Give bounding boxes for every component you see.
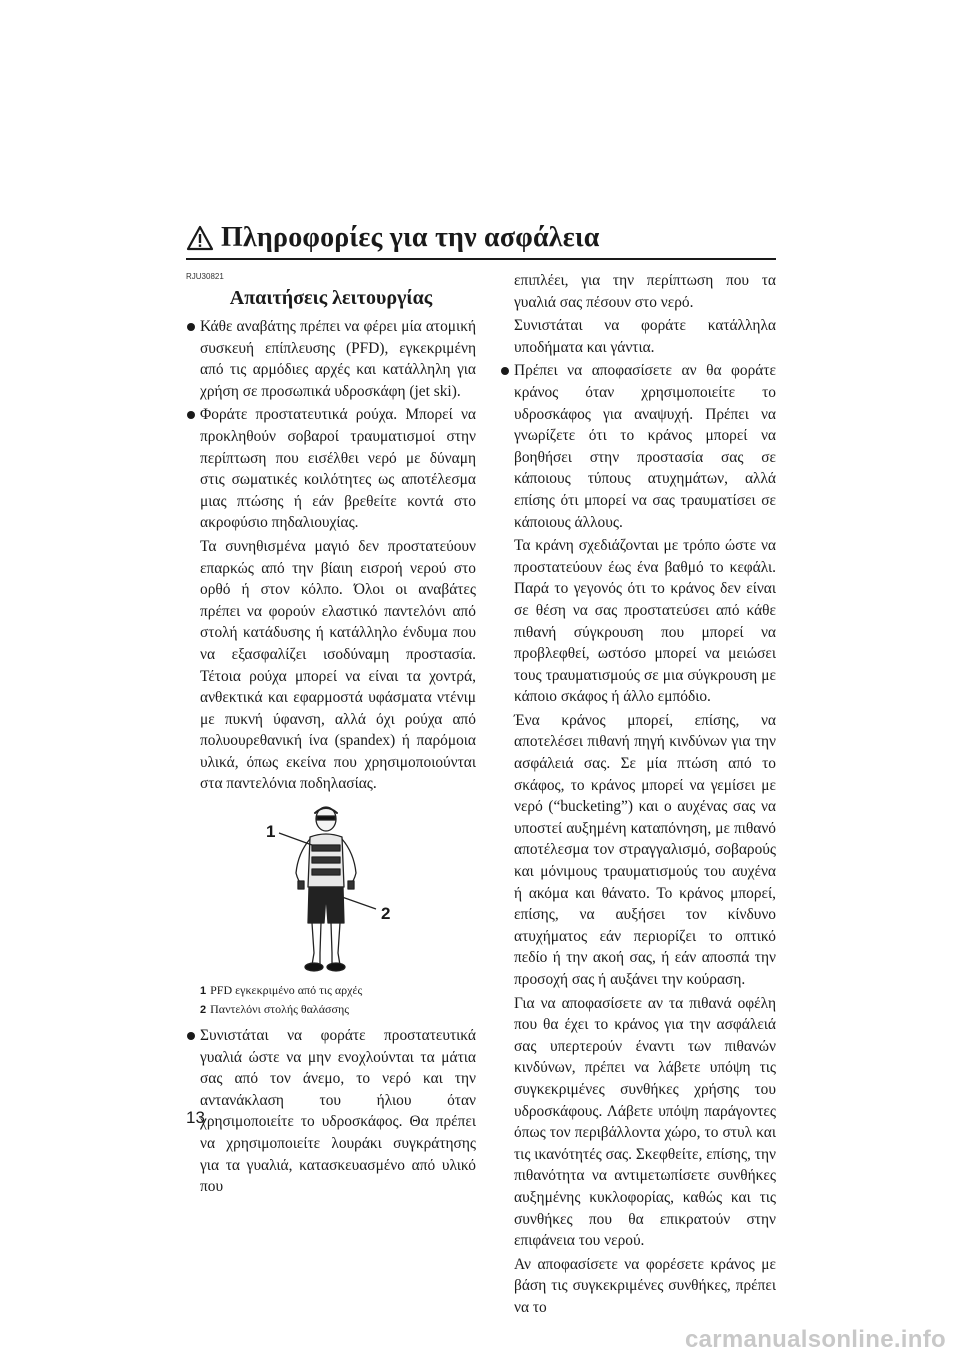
watermark: carmanualsonline.info xyxy=(684,1326,946,1353)
warning-triangle-icon xyxy=(186,225,214,251)
callout-2: 2 xyxy=(381,904,391,924)
caption-2: 2 Παντελόνι στολής θαλάσσης xyxy=(200,1002,349,1017)
rider-figure xyxy=(186,805,476,975)
section-code: RJU30821 xyxy=(186,272,224,281)
paragraph-wetsuit: Τα συνηθισμένα μαγιό δεν προστατεύουν επαρκώς από την βίαιη εισροή νερού στο ορθό ή στον κόλπο. Όλοι οι αναβάτες πρέπει να φορούν ελαστικό παντελόνι από στολή κατάδυσης ή κατάλληλο ένδυμα που να εξασφαλίζει ισοδύναμη προστασία. Τέτοια ρούχα μπορεί να είναι τα χοντρά, ανθεκτικά και εφαρμοστά υφάσματα ντένιμ με πυκνή ύφανση, αλλά όχι ρούχα από πολυουρεθανική ίνα (spandex) ή παρόμοια υλικά, όπως εκείνα που χρησιμοποιούνται στα παντελόνια ποδηλασίας. xyxy=(200,537,476,793)
page-header xyxy=(186,222,776,260)
left-column xyxy=(186,272,476,1200)
bullet-helmet: Πρέπει να αποφασίσετε αν θα φοράτε κράνος όταν χρησιμοποιείτε το υδροσκάφος για αναψυχή. Πρέπει να γνωρίζετε ότι το κράνος μπορεί να βοηθήσει στην προστασία σας σε κάποιους τύπους ατυχημάτων, αλλά επίσης ότι μπορεί να σας τραυματίσει σε κάποιους άλλους. xyxy=(500,360,776,533)
right-column xyxy=(500,270,776,1321)
callout-1: 1 xyxy=(266,822,276,842)
paragraph-goggles-cont: επιπλέει, για την περίπτωση που τα γυαλιά σας πέσουν στο νερό. xyxy=(514,272,776,311)
page-title: Πληροφορίες για την ασφάλεια xyxy=(221,222,600,253)
paragraph-helmet-protection: Τα κράνη σχεδιάζονται με τρόπο ώστε να προστατεύουν έως ένα βαθμό το κεφάλι. Παρά το γεγονός ότι το κράνος δεν είναι σε θέση να σας προστατεύσει από κάθε πιθανή σύγκρουση που μπορεί να προβλεφθεί, ωστόσο μπορεί να μειώσει τους τραυματισμούς σε μια σύγκρουση με κάποιο σκάφος ή άλλο εμπόδιο. xyxy=(514,537,776,706)
bullet-protective-clothing: Φοράτε προστατευτικά ρούχα. Μπορεί να προκληθούν σοβαροί τραυματισμοί στην περίπτωση που εισέλθει νερό με δύναμη στις σωματικές κοιλότητες ως αποτέλεσμα μιας πτώσης ή εάν βρεθείτε κοντά στο ακροφύσιο πηδαλιουχίας. xyxy=(186,404,476,534)
paragraph-helmet-risk: Ένα κράνος μπορεί, επίσης, να αποτελέσει πιθανή πηγή κινδύνων για την ασφάλειά σας. Σε μία πτώση από το σκάφος, το κράνος μπορεί να γεμίσει με νερό (“bucketing”) και ο αυχένας σας να υποστεί αυξημένη καταπόνηση, με πιθανό αποτέλεσμα τον στραγγαλισμό, σοβαρούς και μόνιμους τραυματισμούς του αυχένα ή ακόμα και θάνατο. Το κράνος μπορεί, επίσης, να αυξήσει τον κίνδυνο ατυχήματος εάν περιορίζει το οπτικό πεδίο ή την ακοή σας, ή εάν αποσπά την προσοχή σας ή αυξάνει την κούραση. xyxy=(514,711,776,988)
rider-illustration xyxy=(186,805,476,975)
paragraph-helmet-conditions: Αν αποφασίσετε να φορέσετε κράνος με βάση τις συγκεκριμένες συνθήκες, πρέπει να το xyxy=(514,1255,776,1316)
paragraph-helmet-decision: Για να αποφασίσετε αν τα πιθανά οφέλη που θα έχει το κράνος για την ασφάλειά σας υπερτερούν έναντι των πιθανών κινδύνων, πρέπει να λάβετε υπόψη τις συγκεκριμένες συνθήκες χρήσης του υδροσκάφους. Λάβετε υπόψη παράγοντες όπως τον περιβάλλοντα χώρο, το στυλ και τις ικανότητές σας. Σκεφθείτε, επίσης, την πιθανότητα να αντιμετωπίσετε συνθήκες αυξημένης κυκλοφορίας, καθώς και τις συνθήκες που θα επικρατούν στην επιφάνεια του νερού. xyxy=(514,994,776,1250)
page-number: 13 xyxy=(186,1108,205,1127)
section-title: Απαιτήσεις λειτουργίας xyxy=(229,287,433,309)
paragraph-shoes-gloves: Συνιστάται να φοράτε κατάλληλα υποδήματα και γάντια. xyxy=(514,317,776,356)
bullet-pfd: Κάθε αναβάτης πρέπει να φέρει μία ατομική συσκευή επίπλευσης (PFD), εγκεκριμένη από τις αρμόδιες αρχές και κατάλληλη για χρήση σε προσωπικά υδροσκάφη (jet ski). xyxy=(186,316,476,402)
caption-1: 1 PFD εγκεκριμένο από τις αρχές xyxy=(200,983,363,998)
bullet-goggles: Συνιστάται να φοράτε προστατευτικά γυαλιά ώστε να μην ενοχλούνται τα μάτια σας από τον άνεμο, το νερό και την αντανάκλαση του ήλιου όταν χρησιμοποιείτε το υδροσκάφος. Θα πρέπει να χρησιμοποιείτε λουράκι συγκράτησης για τα γυαλιά, κατασκευασμένο από υλικό που xyxy=(186,1025,476,1198)
